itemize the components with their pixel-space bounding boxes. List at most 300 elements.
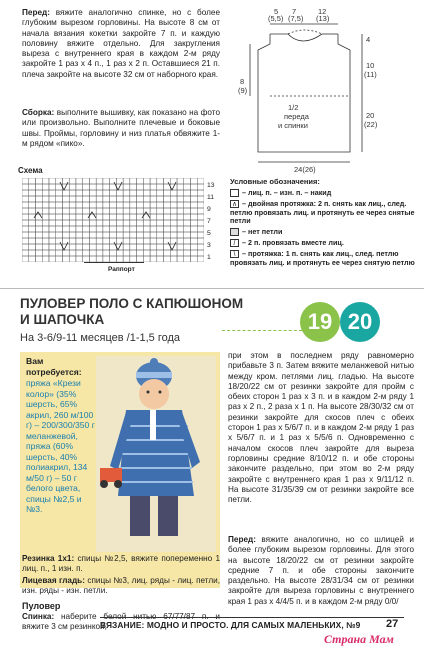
chart-cell <box>177 178 184 184</box>
chart-cell <box>137 220 144 226</box>
chart-cell <box>49 250 56 256</box>
chart-cell <box>130 208 137 214</box>
back-instructions: Спинка: наберите белой нитью 67/77/87 п. и вяжите 3 см резинкой, <box>22 612 220 632</box>
chart-cell <box>22 178 29 184</box>
chart-cell <box>157 232 164 238</box>
chart-cell <box>35 250 42 256</box>
chart-cell <box>49 178 56 184</box>
chart-cell <box>157 256 164 262</box>
chart-cell <box>35 244 42 250</box>
chart-cell <box>56 238 63 244</box>
assembly-body: выполните вышивку, как показано на фото или произвольно. Выполните плечевые и боковые швы. Проймы, горловину и низ платья обвяжите 1-м рядом «пико». <box>22 108 220 148</box>
chart-cell <box>103 184 110 190</box>
chart-cell <box>137 184 144 190</box>
chart-cell <box>130 202 137 208</box>
chart-cell <box>56 196 63 202</box>
chart-cell <box>164 250 171 256</box>
rib-instructions: Резинка 1х1: спицы №2,5, вяжите попеременно 1 лиц. п., 1 изн. п. <box>22 554 220 574</box>
chart-cell <box>69 256 76 262</box>
chart-cell <box>110 178 117 184</box>
chart-cell <box>116 190 123 196</box>
stockinette-label: Лицевая гладь: <box>22 576 85 585</box>
chart-cell <box>116 250 123 256</box>
chart-cell <box>123 184 130 190</box>
chart-cell <box>89 178 96 184</box>
slip-knit-icon: \ <box>230 250 239 258</box>
chart-cell <box>157 202 164 208</box>
dim-top-right-b: (13) <box>316 14 330 23</box>
chart-cell <box>177 250 184 256</box>
chart-cell <box>22 202 29 208</box>
garment-schematic <box>230 6 420 174</box>
chart-cell <box>29 190 36 196</box>
chart-cell <box>103 250 110 256</box>
chart-cell <box>69 232 76 238</box>
chart-cell <box>197 238 204 244</box>
chart-cell <box>42 238 49 244</box>
chart-cell <box>103 190 110 196</box>
chart-cell <box>123 196 130 202</box>
chart-cell <box>143 184 150 190</box>
chart-cell <box>110 250 117 256</box>
chart-cell <box>191 244 198 250</box>
chart-cell <box>191 220 198 226</box>
chart-cell <box>42 202 49 208</box>
chart-cell <box>157 226 164 232</box>
chart-cell <box>197 184 204 190</box>
chart-cell <box>83 208 90 214</box>
chart-cell <box>197 214 204 220</box>
chart-cell <box>29 256 36 262</box>
chart-cell <box>164 190 171 196</box>
chart-cell <box>35 238 42 244</box>
chart-cell <box>29 250 36 256</box>
chart-cell <box>69 178 76 184</box>
chart-cell <box>62 190 69 196</box>
dim-top-right-a: 12 <box>318 7 327 16</box>
chart-cell <box>96 226 103 232</box>
chart-cell <box>76 214 83 220</box>
decorative-dash <box>222 330 302 331</box>
chart-cell <box>150 190 157 196</box>
chart-cell <box>96 220 103 226</box>
chart-cell <box>62 178 69 184</box>
chart-cell <box>191 208 198 214</box>
dim-top-left-b: (5,5) <box>268 14 284 23</box>
chart-cell <box>56 190 63 196</box>
chart-cell <box>157 244 164 250</box>
chart-cell <box>177 256 184 262</box>
chart-cell <box>42 244 49 250</box>
chart-cell <box>177 190 184 196</box>
chart-cell <box>157 196 164 202</box>
chart-cell <box>89 196 96 202</box>
chart-cell <box>143 178 150 184</box>
chart-cell <box>177 244 184 250</box>
chart-cell <box>89 238 96 244</box>
chart-cell <box>83 232 90 238</box>
chart-cell <box>197 208 204 214</box>
chart-cell <box>197 226 204 232</box>
chart-cell <box>89 232 96 238</box>
chart-cell <box>164 256 171 262</box>
chart-cell <box>143 190 150 196</box>
chart-cell <box>110 226 117 232</box>
chart-cell <box>83 250 90 256</box>
chart-cell <box>76 226 83 232</box>
chart-cell <box>143 202 150 208</box>
assembly-label: Сборка: <box>22 108 55 117</box>
chart-cell <box>22 208 29 214</box>
chart-cell <box>170 226 177 232</box>
chart-cell <box>191 190 198 196</box>
chart-cell <box>49 244 56 250</box>
chart-cell <box>29 232 36 238</box>
chart-cell <box>76 238 83 244</box>
chart-cell <box>96 190 103 196</box>
chart-cell <box>130 244 137 250</box>
section-divider <box>0 288 424 289</box>
chart-cell <box>62 226 69 232</box>
chart-cell <box>103 178 110 184</box>
row-number: 1 <box>207 254 211 261</box>
chart-cell <box>164 178 171 184</box>
chart-cell <box>130 238 137 244</box>
chart-cell <box>42 220 49 226</box>
chart-cell <box>123 250 130 256</box>
chart-cell <box>110 196 117 202</box>
chart-cell <box>191 256 198 262</box>
chart-cell <box>137 178 144 184</box>
dim-left-2: (9) <box>238 86 248 95</box>
chart-cell <box>123 190 130 196</box>
dim-right-5: (22) <box>364 120 378 129</box>
dim-bottom: 24(26) <box>294 165 316 174</box>
chart-cell <box>137 202 144 208</box>
chart-cell <box>123 214 130 220</box>
center-label-3: и спинки <box>278 121 308 130</box>
rib-label: Резинка 1х1: <box>22 554 75 563</box>
chart-cell <box>49 220 56 226</box>
knitting-chart-grid <box>22 178 204 262</box>
chart-cell <box>35 178 42 184</box>
chart-cell <box>69 202 76 208</box>
chart-cell <box>184 238 191 244</box>
center-label-2: переда <box>284 112 309 121</box>
chart-cell <box>191 238 198 244</box>
chart-cell <box>191 226 198 232</box>
chart-cell <box>29 238 36 244</box>
chart-cell <box>137 238 144 244</box>
chart-cell <box>35 190 42 196</box>
chart-cell <box>143 250 150 256</box>
chart-cell <box>177 226 184 232</box>
chart-cell <box>83 244 90 250</box>
legend-title: Условные обозначения: <box>230 177 320 186</box>
chart-cell <box>89 202 96 208</box>
chart-cell <box>143 220 150 226</box>
chart-cell <box>96 214 103 220</box>
chart-cell <box>22 190 29 196</box>
chart-cell <box>76 190 83 196</box>
chart-cell <box>62 250 69 256</box>
chart-cell <box>69 226 76 232</box>
chart-cell <box>116 232 123 238</box>
chart-cell <box>184 220 191 226</box>
child-photo <box>96 356 216 552</box>
materials-heading: Вам потребуется: <box>26 356 82 377</box>
center-label-1: 1/2 <box>288 103 299 112</box>
chart-cell <box>170 202 177 208</box>
chart-cell <box>69 244 76 250</box>
size-range: На 3-6/9-11 месяцев /1-1,5 года <box>20 332 181 344</box>
chart-cell <box>42 178 49 184</box>
row-number: 11 <box>207 194 215 201</box>
dim-right-4: 20 <box>366 111 375 120</box>
chart-cell <box>89 226 96 232</box>
chart-cell <box>116 178 123 184</box>
chart-cell <box>116 238 123 244</box>
chart-cell <box>76 184 83 190</box>
chart-cell <box>89 184 96 190</box>
chart-cell <box>42 232 49 238</box>
stockinette-instructions: Лицевая гладь: спицы №3, лиц. ряды - лиц. петли, изн. ряды - изн. петли. <box>22 576 220 596</box>
chart-cell <box>42 208 49 214</box>
chart-cell <box>22 184 29 190</box>
no-stitch-icon <box>230 228 239 236</box>
repeat-label: Раппорт <box>108 266 135 273</box>
chart-cell <box>143 256 150 262</box>
chart-cell <box>143 232 150 238</box>
chart-cell <box>49 238 56 244</box>
front-label: Перед: <box>22 8 50 17</box>
chart-cell <box>191 184 198 190</box>
chart-cell <box>116 196 123 202</box>
chart-cell <box>76 220 83 226</box>
chart-cell <box>49 208 56 214</box>
chart-cell <box>170 214 177 220</box>
repeat-bracket <box>84 262 144 263</box>
legend-item: – лиц. п. – изн. п. – накид <box>230 189 416 198</box>
chart-cell <box>96 184 103 190</box>
chart-cell <box>62 202 69 208</box>
chart-cell <box>197 190 204 196</box>
chart-cell <box>69 190 76 196</box>
chart-cell <box>83 196 90 202</box>
chart-cell <box>83 202 90 208</box>
watermark-logo: Страна Мам <box>324 632 394 646</box>
chart-cell <box>123 244 130 250</box>
chart-cell <box>170 178 177 184</box>
chart-cell <box>22 220 29 226</box>
dim-right-2: 10 <box>366 61 375 70</box>
chart-cell <box>177 202 184 208</box>
chart-cell <box>177 238 184 244</box>
chart-cell <box>191 232 198 238</box>
chart-cell <box>164 202 171 208</box>
chart-cell <box>22 232 29 238</box>
chart-cell <box>184 184 191 190</box>
chart-cell <box>69 196 76 202</box>
dim-right-3: (11) <box>364 70 377 79</box>
chart-cell <box>76 208 83 214</box>
chart-cell <box>184 196 191 202</box>
chart-cell <box>49 256 56 262</box>
chart-cell <box>103 196 110 202</box>
assembly-instructions <box>22 108 220 149</box>
chart-cell <box>123 220 130 226</box>
chart-cell <box>69 208 76 214</box>
chart-cell <box>49 232 56 238</box>
chart-cell <box>56 226 63 232</box>
legend-item: / – 2 п. провязать вместе лиц. <box>230 239 416 248</box>
row-number: 3 <box>207 242 211 249</box>
chart-cell <box>110 208 117 214</box>
chart-cell <box>130 226 137 232</box>
chart-cell <box>150 214 157 220</box>
legend-item: \ – протяжка: 1 п. снять как лиц., след. петлю провязать лиц. и протянуть ее через снятую петлю <box>230 249 415 267</box>
chart-cell <box>56 220 63 226</box>
chart-cell <box>130 190 137 196</box>
chart-cell <box>184 214 191 220</box>
chart-cell <box>42 226 49 232</box>
chart-cell <box>170 232 177 238</box>
front-pullover-instructions: Перед: вяжите аналогично, но со шлицей и более глубоким вырезом горловины. Для этого на высоте 18/20/22 см от резинки закройте средние 7 п. и обе стороны закончите раздельно. На высоте 28/31/34 см от резинки закройте для выреза горловины с внутреннего края 1 раз х 4/4/5 п. и в каждом 2-м ряду 0/0/ <box>228 535 414 606</box>
chart-cell <box>164 238 171 244</box>
chart-cell <box>35 220 42 226</box>
row-number: 13 <box>207 182 215 189</box>
chart-cell <box>164 214 171 220</box>
chart-cell <box>56 214 63 220</box>
chart-cell <box>137 190 144 196</box>
chart-cell <box>184 202 191 208</box>
chart-cell <box>89 244 96 250</box>
chart-cell <box>184 208 191 214</box>
chart-cell <box>110 214 117 220</box>
chart-cell <box>103 208 110 214</box>
chart-cell <box>143 196 150 202</box>
chart-cell <box>191 214 198 220</box>
chart-cell <box>143 226 150 232</box>
chart-cell <box>62 238 69 244</box>
chart-cell <box>150 226 157 232</box>
chart-cell <box>123 178 130 184</box>
chart-cell <box>130 196 137 202</box>
chart-cell <box>83 190 90 196</box>
chart-cell <box>83 184 90 190</box>
chart-cell <box>62 220 69 226</box>
dim-right-1: 4 <box>366 35 371 44</box>
chart-cell <box>103 244 110 250</box>
chart-cell <box>103 202 110 208</box>
row-number: 7 <box>207 218 211 225</box>
chart-cell <box>76 202 83 208</box>
chart-cell <box>197 256 204 262</box>
chart-cell <box>191 178 198 184</box>
chart-cell <box>42 184 49 190</box>
chart-cell <box>150 238 157 244</box>
chart-cell <box>69 214 76 220</box>
chart-cell <box>130 178 137 184</box>
chart-cell <box>62 196 69 202</box>
chart-cell <box>103 232 110 238</box>
chart-cell <box>191 196 198 202</box>
chart-cell <box>89 220 96 226</box>
chart-cell <box>150 202 157 208</box>
chart-cell <box>42 250 49 256</box>
chart-cell <box>197 232 204 238</box>
chart-cell <box>130 220 137 226</box>
model-number-badge: 19 <box>300 302 340 342</box>
chart-cell <box>150 196 157 202</box>
chart-cell <box>150 184 157 190</box>
chart-cell <box>150 232 157 238</box>
chart-cell <box>150 244 157 250</box>
chart-cell <box>76 232 83 238</box>
chart-cell <box>110 220 117 226</box>
row-number: 9 <box>207 206 211 213</box>
chart-cell <box>137 226 144 232</box>
chart-cell <box>197 196 204 202</box>
chart-cell <box>130 184 137 190</box>
chart-cell <box>22 250 29 256</box>
chart-cell <box>29 226 36 232</box>
chart-cell <box>137 232 144 238</box>
chart-cell <box>62 232 69 238</box>
chart-cell <box>157 178 164 184</box>
chart-cell <box>49 196 56 202</box>
chart-cell <box>116 220 123 226</box>
chart-cell <box>177 214 184 220</box>
chart-cell <box>56 208 63 214</box>
chart-cell <box>116 202 123 208</box>
dim-top-left-a: 5 <box>274 7 279 16</box>
chart-cell <box>197 220 204 226</box>
chart-cell <box>96 250 103 256</box>
chart-cell <box>69 250 76 256</box>
chart-cell <box>49 214 56 220</box>
front-instructions <box>22 8 220 80</box>
chart-cell <box>49 226 56 232</box>
chart-cell <box>29 208 36 214</box>
chart-cell <box>184 244 191 250</box>
chart-cell <box>49 202 56 208</box>
chart-cell <box>177 208 184 214</box>
chart-cell <box>22 226 29 232</box>
chart-cell <box>170 250 177 256</box>
chart-cell <box>184 250 191 256</box>
chart-cell <box>143 238 150 244</box>
materials-body: пряжа «Крези колор» (35% шерсть, 65% акрил, 260 м/100 г) – 200/300/350 г меланжевой, пряжа (60% шерсть, 40% полиакрил, 134 м/50 г) – 50 г белого цвета, спицы №2,5 и №3. <box>26 378 95 514</box>
model-number-badge: 20 <box>340 302 380 342</box>
chart-cell <box>42 214 49 220</box>
chart-cell <box>157 208 164 214</box>
chart-cell <box>137 244 144 250</box>
chart-cell <box>96 244 103 250</box>
chart-cell <box>184 178 191 184</box>
footer-publication: ВЯЗАНИЕ: МОДНО И ПРОСТО. ДЛЯ САМЫХ МАЛЕНЬКИХ, №9 <box>100 620 361 630</box>
chart-cell <box>103 226 110 232</box>
chart-cell <box>56 256 63 262</box>
chart-cell <box>83 220 90 226</box>
chart-cell <box>29 178 36 184</box>
page-number: 27 <box>386 618 399 630</box>
chart-cell <box>103 220 110 226</box>
pullover-heading: Пуловер <box>22 601 61 611</box>
chart-cell <box>35 196 42 202</box>
chart-cell <box>76 196 83 202</box>
chart-cell <box>150 220 157 226</box>
